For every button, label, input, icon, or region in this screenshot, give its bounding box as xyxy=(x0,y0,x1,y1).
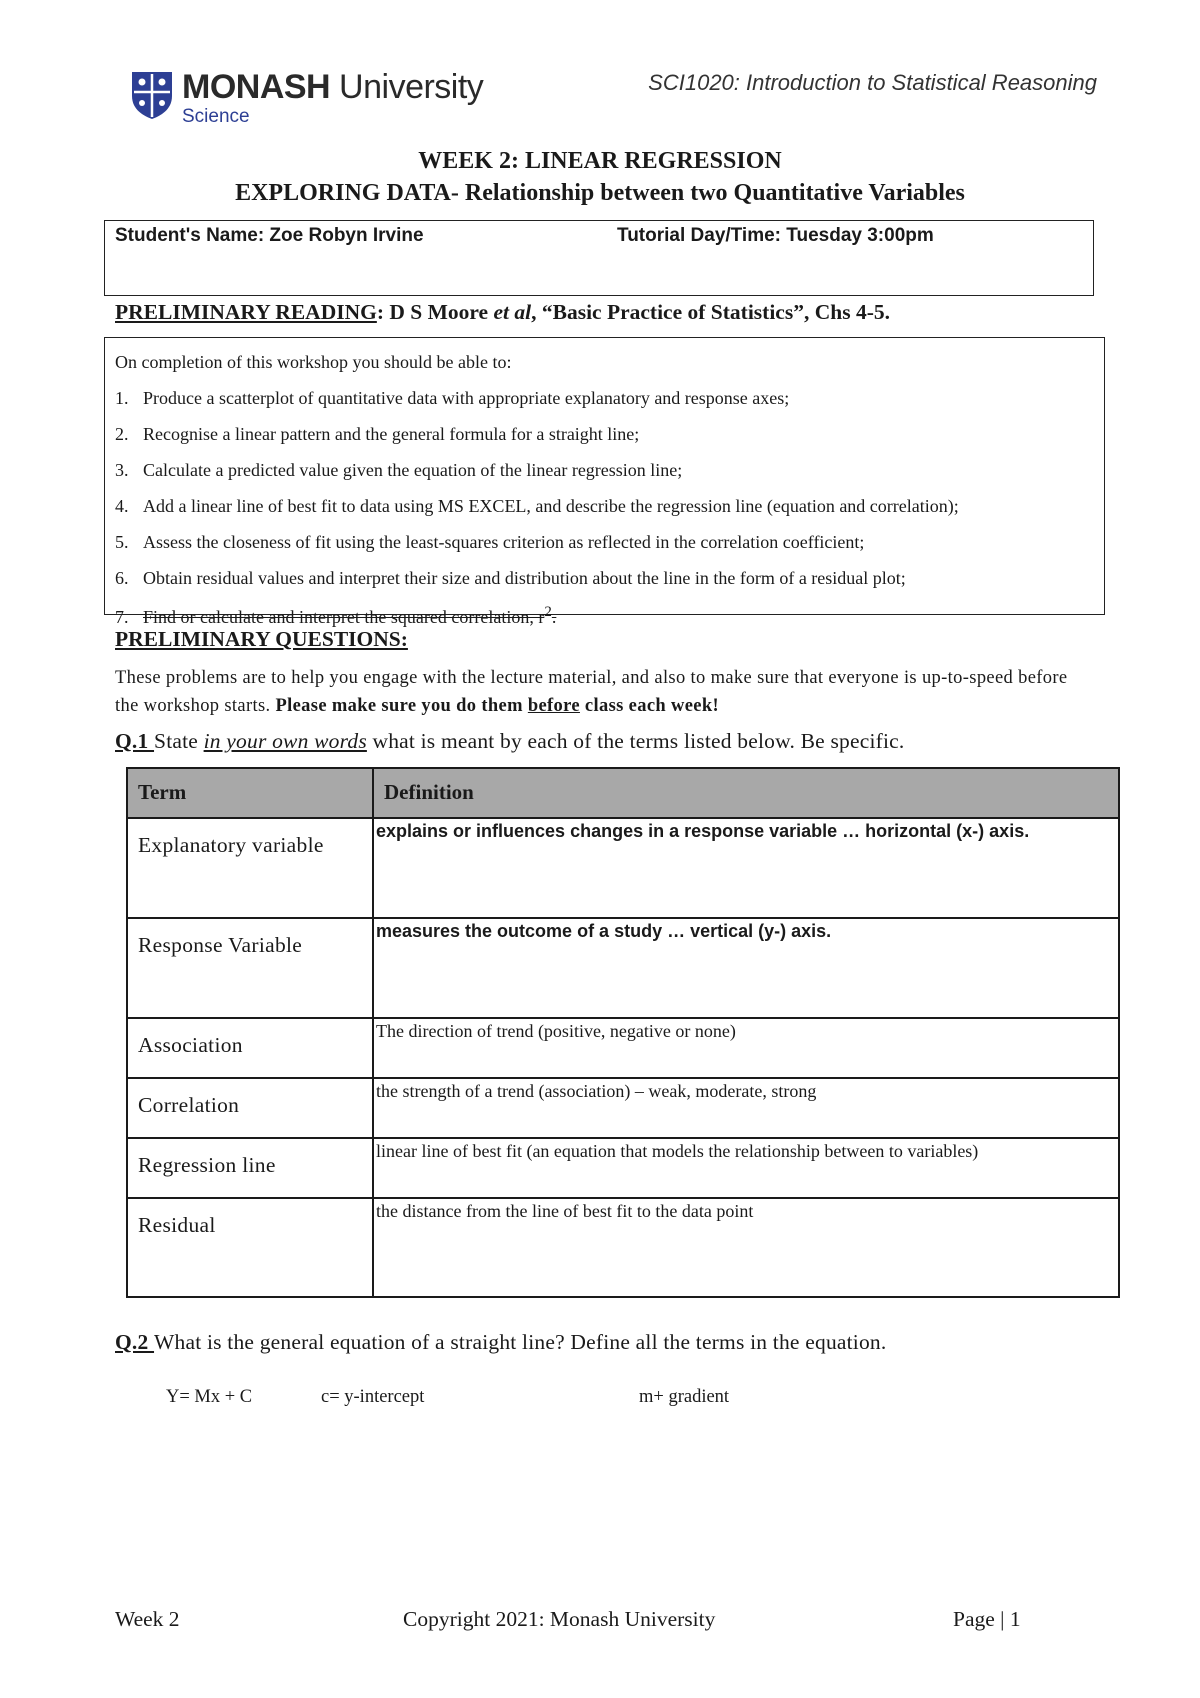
table-row xyxy=(127,1138,1119,1198)
question-2: Q.2 What is the general equation of a straight line? Define all the terms in the equation. xyxy=(115,1330,887,1354)
student-info-box xyxy=(104,220,1094,296)
term-cell: Association xyxy=(127,1018,373,1078)
preliminary-reading: PRELIMINARY READING: D S Moore et al, “Basic Practice of Statistics”, Chs 4-5. xyxy=(115,300,890,324)
term-cell: Regression line xyxy=(127,1138,373,1198)
preliminary-questions-text: These problems are to help you engage with the lecture material, and also to make sure that everyone is up-to-speed before the workshop starts. Please make sure you do them before class each week! xyxy=(115,668,1068,716)
objective-item: 6. Obtain residual values and interpret their size and distribution about the line in the form of a residual plot; xyxy=(115,568,906,588)
definition-cell[interactable]: measures the outcome of a study … vertical (y-) axis. xyxy=(373,918,1119,1018)
answer-equation: Y= Mx + C xyxy=(166,1387,253,1407)
answer-gradient: m+ gradient xyxy=(639,1387,730,1407)
footer-week: Week 2 xyxy=(115,1607,180,1631)
table-row xyxy=(127,918,1119,1018)
objective-item: 4. Add a linear line of best fit to data using MS EXCEL, and describe the regression line (equation and correlation); xyxy=(115,496,959,516)
answer-intercept: c= y-intercept xyxy=(321,1387,425,1407)
table-header-row xyxy=(127,768,1119,818)
objective-item: 2. Recognise a linear pattern and the general formula for a straight line; xyxy=(115,424,640,444)
reading-label: PRELIMINARY READING xyxy=(115,300,377,324)
table-row xyxy=(127,818,1119,918)
question-1: Q.1 State in your own words what is meant by each of the terms listed below. Be specific. xyxy=(115,729,905,753)
term-cell: Explanatory variable xyxy=(127,818,373,918)
footer-copyright: Copyright 2021: Monash University xyxy=(403,1607,716,1631)
definition-cell[interactable]: the distance from the line of best fit to the data point xyxy=(373,1198,1119,1297)
page-subtitle: EXPLORING DATA- Relationship between two Quantitative Variables xyxy=(235,180,965,206)
term-cell: Correlation xyxy=(127,1078,373,1138)
course-title: SCI1020: Introduction to Statistical Reasoning xyxy=(648,70,1097,95)
objective-item: 7. Find or calculate and interpret the squared correlation, $r^2$. xyxy=(115,604,557,627)
logo-wordmark: MONASH University xyxy=(182,68,484,106)
definition-cell[interactable]: the strength of a trend (association) – weak, moderate, strong xyxy=(373,1078,1119,1138)
definitions-table xyxy=(126,767,1120,1298)
objectives-intro: On completion of this workshop you should be able to: xyxy=(115,352,512,372)
monash-crest-icon xyxy=(130,70,174,120)
logo-faculty: Science xyxy=(182,106,250,127)
monash-logo xyxy=(130,68,490,128)
preliminary-questions-heading: PRELIMINARY QUESTIONS: xyxy=(115,627,408,651)
table-row xyxy=(127,1018,1119,1078)
definition-cell[interactable]: explains or influences changes in a response variable … horizontal (x-) axis. xyxy=(373,818,1119,918)
table-row xyxy=(127,1198,1119,1297)
footer-page-number: Page | 1 xyxy=(953,1607,1021,1631)
tutorial-time: Tutorial Day/Time: Tuesday 3:00pm xyxy=(617,225,934,246)
learning-objectives-box xyxy=(104,337,1105,627)
table-row xyxy=(127,1078,1119,1138)
page-title: WEEK 2: LINEAR REGRESSION xyxy=(418,148,782,174)
objective-item: 5. Assess the closeness of fit using the least-squares criterion as reflected in the correlation coefficient; xyxy=(115,532,865,552)
term-cell: Residual xyxy=(127,1198,373,1297)
term-cell: Response Variable xyxy=(127,918,373,1018)
objective-item: 3. Calculate a predicted value given the equation of the linear regression line; xyxy=(115,460,683,480)
column-header-definition: Definition xyxy=(373,768,1119,818)
definition-cell[interactable]: linear line of best fit (an equation that models the relationship between to variables) xyxy=(373,1138,1119,1198)
objective-item: 1. Produce a scatterplot of quantitative data with appropriate explanatory and response axes; xyxy=(115,388,790,408)
student-name: Student's Name: Zoe Robyn Irvine xyxy=(115,225,424,246)
column-header-term: Term xyxy=(127,768,373,818)
definition-cell[interactable]: The direction of trend (positive, negative or none) xyxy=(373,1018,1119,1078)
